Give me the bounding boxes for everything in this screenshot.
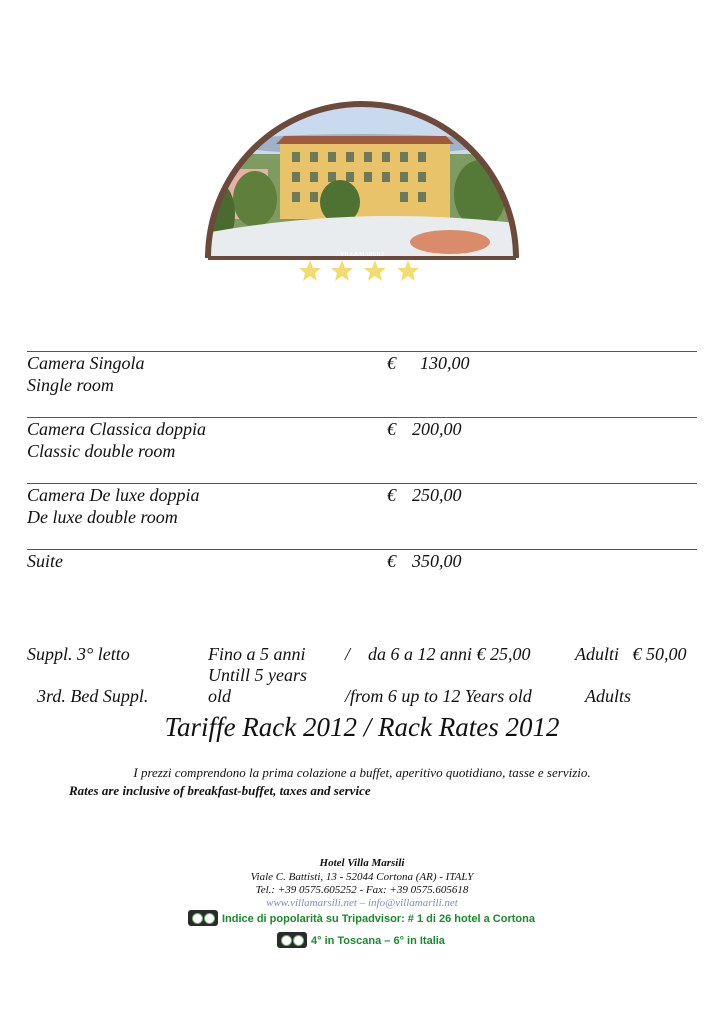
tripadvisor-region-text: 4° in Toscana – 6° in Italia xyxy=(311,935,445,947)
currency-symbol: € xyxy=(387,419,396,439)
room-name-en: Classic double room xyxy=(27,441,176,461)
tripadvisor-rank xyxy=(188,909,535,927)
room-name-it: Suite xyxy=(27,551,63,571)
hotel-logo xyxy=(200,84,524,284)
divider xyxy=(27,351,697,352)
room-price: 250,00 xyxy=(412,485,462,505)
room-price: 200,00 xyxy=(412,419,462,439)
child-age-en-2: old xyxy=(208,686,232,706)
divider xyxy=(27,549,697,550)
currency-symbol: € xyxy=(387,485,396,505)
star-icon xyxy=(331,260,353,281)
divider xyxy=(27,483,697,484)
adult-rate-it: Adulti € 50,00 xyxy=(575,644,687,664)
child-rate-it: / da 6 a 12 anni € 25,00 xyxy=(345,644,531,664)
room-name-en: Single room xyxy=(27,375,114,395)
room-name-it: Camera Singola xyxy=(27,353,145,373)
currency-symbol: € xyxy=(387,551,396,571)
hotel-name: Hotel Villa Marsili xyxy=(319,857,405,869)
divider xyxy=(27,417,697,418)
tripadvisor-owl-icon xyxy=(277,932,307,948)
room-price: 350,00 xyxy=(412,551,462,571)
supplement-label-en: 3rd. Bed Suppl. xyxy=(37,686,149,706)
inclusions-it: I prezzi comprendono la prima colazione a buffet, aperitivo quotidiano, tasse e servizio. xyxy=(133,765,591,780)
room-price: 130,00 xyxy=(420,353,470,373)
hotel-phone: Tel.: +39 0575.605252 - Fax: +39 0575.605618 xyxy=(255,884,469,896)
page-title: Tariffe Rack 2012 / Rack Rates 2012 xyxy=(164,712,560,742)
supplement-label-it: Suppl. 3° letto xyxy=(27,644,130,664)
child-age-en: Untill 5 years xyxy=(208,665,307,685)
currency-symbol: € xyxy=(387,353,396,373)
hotel-address: Viale C. Battisti, 13 - 52044 Cortona (AR) - ITALY xyxy=(250,871,474,883)
inclusions-en: Rates are inclusive of breakfast-buffet, taxes and service xyxy=(69,783,371,798)
tripadvisor-region-rank xyxy=(277,931,445,949)
logo-caption: VILLA MARSILI xyxy=(340,252,384,258)
child-rate-en: /from 6 up to 12 Years old xyxy=(345,686,532,706)
rating-stars xyxy=(299,260,419,281)
adult-rate-en: Adults xyxy=(585,686,632,706)
villa-marsili-painting xyxy=(200,84,524,284)
hotel-web-link[interactable]: www.villamarsili.net – info@villamarili.net xyxy=(266,897,458,909)
star-icon xyxy=(364,260,386,281)
room-name-it: Camera De luxe doppia xyxy=(27,485,200,505)
star-icon xyxy=(299,260,321,281)
tripadvisor-owl-icon xyxy=(188,910,218,926)
child-age-it: Fino a 5 anni xyxy=(208,644,306,664)
tripadvisor-rank-text: Indice di popolarità su Tripadvisor: # 1 di 26 hotel a Cortona xyxy=(222,913,535,925)
room-name-en: De luxe double room xyxy=(27,507,178,527)
star-icon xyxy=(397,260,419,281)
room-name-it: Camera Classica doppia xyxy=(27,419,207,439)
